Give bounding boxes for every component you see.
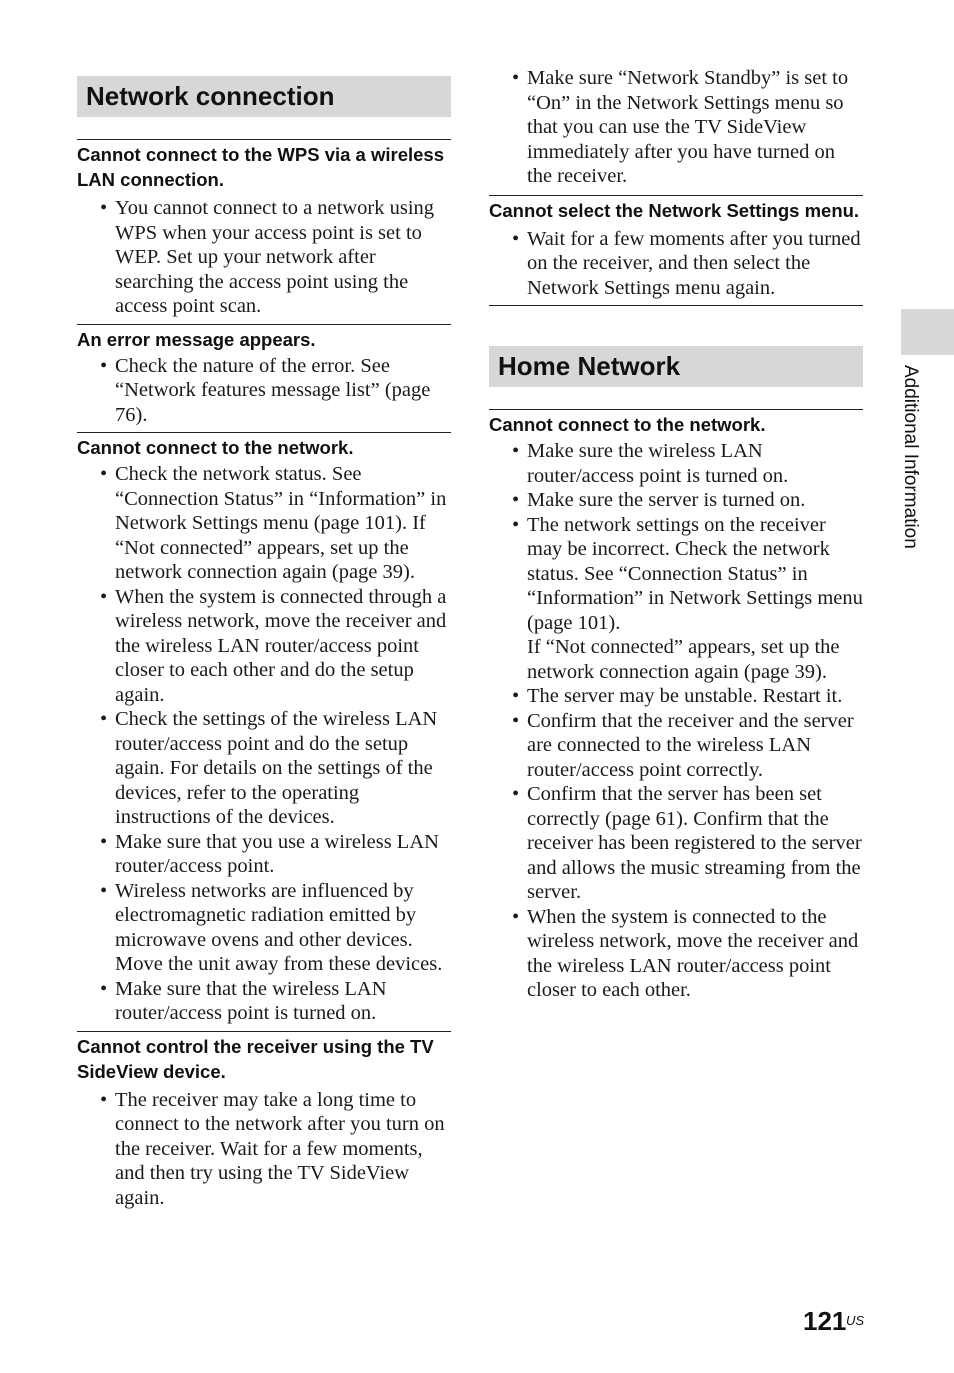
topic-heading: Cannot select the Network Settings menu. (489, 199, 860, 221)
side-tab-label: Additional Information (900, 365, 921, 549)
bullet-list (77, 354, 451, 428)
list-item: • Check the nature of the error. See “Network features message list” (page 76). (77, 354, 451, 428)
bullet-list (77, 1088, 451, 1211)
topic-heading: Cannot connect to the network. (489, 414, 766, 435)
list-item: • Check the network status. See “Connection Status” in “Information” in Network Settings menu (page 101). If “Not connected” appears, set up the network connection again (page 39). (77, 462, 451, 585)
list-item: • Check the settings of the wireless LAN router/access point and do the setup again. For details on the settings of the devices, refer to the operating instructions of the devices. (77, 707, 451, 830)
page-number: 121 (803, 1306, 847, 1336)
topic-network-settings-menu (489, 195, 863, 301)
list-item-text: The network settings on the receiver may be incorrect. Check the network status. See “Connection Status” in “Information” in Network Settings menu (page 101). (527, 513, 863, 634)
topic-heading: Cannot connect to the network. (77, 437, 354, 458)
topic-cannot-connect (77, 432, 451, 1026)
divider (489, 305, 863, 306)
list-item: • Make sure the server is turned on. (489, 488, 863, 513)
section-title-home-network: Home Network (489, 346, 863, 387)
bullet-list (489, 227, 863, 301)
bullet-list-continued (489, 66, 863, 189)
topic-heading: Cannot control the receiver using the TV SideView device. (77, 1035, 434, 1082)
list-item: • The receiver may take a long time to connect to the network after you turn on the receiver. Wait for a few moments, and then try using the TV SideView again. (77, 1088, 451, 1211)
list-item: • The server may be unstable. Restart it. (489, 684, 863, 709)
list-item: • Confirm that the receiver and the server are connected to the wireless LAN router/access point correctly. (489, 709, 863, 783)
list-item-note: If “Not connected” appears, set up the network connection again (page 39). (527, 636, 840, 683)
topic-wps (77, 139, 451, 319)
list-item: • Wireless networks are influenced by electromagnetic radiation emitted by microwave ovens and other devices. Move the unit away from these devices. (77, 879, 451, 977)
list-item: • Make sure the wireless LAN router/access point is turned on. (489, 439, 863, 488)
side-tab-marker (901, 309, 954, 355)
topic-heading: An error message appears. (77, 328, 316, 350)
bullet-list (489, 439, 863, 1003)
bullet-list (77, 196, 451, 319)
topic-home-cannot-connect (489, 409, 863, 1003)
list-item: • Confirm that the server has been set correctly (page 61). Confirm that the receiver has been registered to the server and allows the music streaming from the server. (489, 782, 863, 905)
list-item: • When the system is connected to the wireless network, move the receiver and the wireless LAN router/access point closer to each other. (489, 905, 863, 1003)
list-item: • When the system is connected through a wireless network, move the receiver and the wireless LAN router/access point closer to each other and do the setup again. (77, 585, 451, 708)
list-item: • Wait for a few moments after you turned on the receiver, and then select the Network Settings menu again. (489, 227, 863, 301)
list-item: • Make sure that the wireless LAN router/access point is turned on. (77, 977, 451, 1026)
list-item: • Make sure that you use a wireless LAN router/access point. (77, 830, 451, 879)
topic-error-message (77, 324, 451, 428)
list-item: • You cannot connect to a network using WPS when your access point is set to WEP. Set up your network after searching the access point using the access point scan. (77, 196, 451, 319)
topic-sideview (77, 1031, 451, 1211)
topic-heading: Cannot connect to the WPS via a wireless LAN connection. (77, 144, 445, 190)
section-title-network-connection: Network connection (77, 76, 451, 117)
left-column (77, 64, 451, 1210)
bullet-list (77, 462, 451, 1026)
right-column (489, 64, 863, 1003)
list-item (489, 513, 863, 685)
list-item: • Make sure “Network Standby” is set to “On” in the Network Settings menu so that you can use the TV SideView immediately after you have turned on the receiver. (489, 66, 863, 189)
page-suffix: US (846, 1313, 865, 1328)
